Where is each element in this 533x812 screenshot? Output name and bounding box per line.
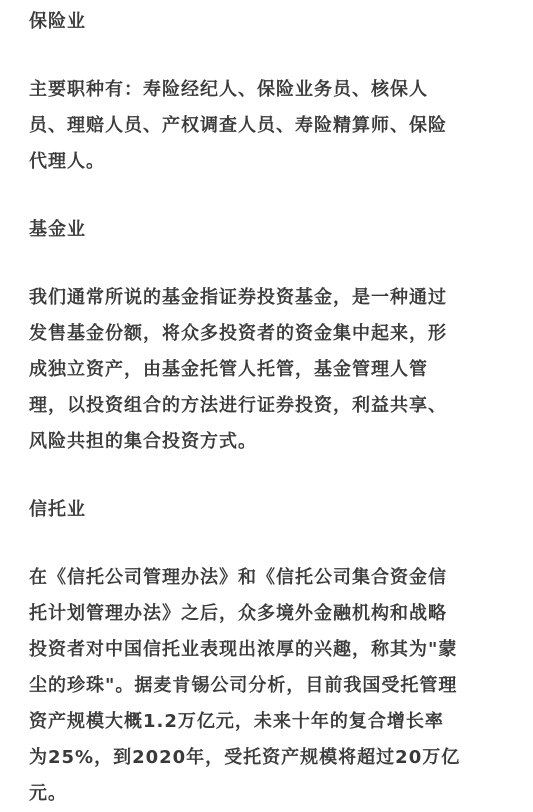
body-line: 资产规模大概1.2万亿元，未来十年的复合增长率 bbox=[29, 711, 444, 732]
spacer bbox=[29, 40, 515, 72]
section-heading-insurance: 保险业 bbox=[29, 11, 86, 32]
body-line: 尘的珍珠"。据麦肯锡公司分析，目前我国受托管理 bbox=[29, 675, 458, 696]
section-body-trust bbox=[29, 560, 515, 812]
section-heading-trust: 信托业 bbox=[29, 499, 86, 520]
body-line: 风险共担的集合投资方式。 bbox=[29, 431, 257, 452]
body-line: 发售基金份额，将众多投资者的资金集中起来，形 bbox=[29, 323, 447, 344]
body-line: 主要职种有：寿险经纪人、保险业务员、核保人 bbox=[29, 79, 428, 100]
spacer bbox=[29, 180, 515, 212]
spacer bbox=[29, 460, 515, 492]
section-body-fund bbox=[29, 280, 515, 460]
body-line: 托计划管理办法》之后，众多境外金融机构和战略 bbox=[29, 603, 447, 624]
body-line: 代理人。 bbox=[29, 151, 105, 172]
body-line: 员、理赔人员、产权调查人员、寿险精算师、保险 bbox=[29, 115, 447, 136]
body-line: 成独立资产，由基金托管人托管，基金管理人管 bbox=[29, 359, 428, 380]
section-body-insurance bbox=[29, 72, 515, 180]
body-line: 为25%，到2020年，受托资产规模将超过20万亿 bbox=[29, 747, 461, 768]
body-line: 我们通常所说的基金指证券投资基金，是一种通过 bbox=[29, 287, 447, 308]
body-line: 投资者对中国信托业表现出浓厚的兴趣，称其为"蒙 bbox=[29, 639, 458, 660]
body-line: 理，以投资组合的方法进行证券投资，利益共享、 bbox=[29, 395, 447, 416]
article bbox=[29, 0, 515, 812]
section-heading-fund: 基金业 bbox=[29, 219, 86, 240]
spacer bbox=[29, 248, 515, 280]
body-line: 在《信托公司管理办法》和《信托公司集合资金信 bbox=[29, 567, 447, 588]
spacer bbox=[29, 528, 515, 560]
body-line: 元。 bbox=[29, 783, 67, 804]
